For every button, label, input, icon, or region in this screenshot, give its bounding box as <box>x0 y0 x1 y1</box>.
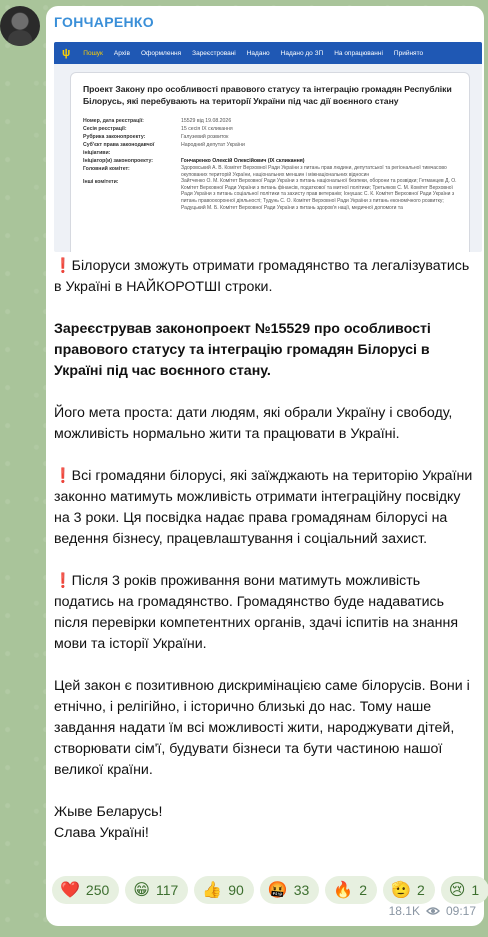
trident-icon: ψ <box>62 47 71 59</box>
reaction-count: 117 <box>155 882 179 898</box>
grin-icon: 😁 <box>133 882 150 899</box>
bill-field <box>83 141 457 157</box>
field-value: Галузевий розвиток <box>181 134 229 140</box>
field-key: Інші комітети: <box>83 179 119 186</box>
doc-nav-bar <box>54 42 482 64</box>
paragraph-text: Його мета проста: дати людям, які обрали Україну і свободу, можливість нормально жити та працювати в Україні. <box>54 405 453 442</box>
thumbs-up-icon: 👍 <box>202 882 223 899</box>
reaction-fire[interactable] <box>325 876 377 904</box>
field-value: Зайтченко О. М. Комітет Верховної Ради України з питань національної безпеки, оборони та розвідки; Гетманцев Д. О. Комітет Верховної Ради України з питань фінансів, податкової та митної політики; Третьяков С. М. Комітет Верховної Ради України з питань соціальної політики та захисту прав ветеранів; Іонушас С. К. Комітет Верховної Ради України з питань правоохоронної діяльності; Тудунь С. О. Комітет Верховної Ради України з питань економічного розвитку; Радуцький М. Б. Комітет Верховної Ради України з питань здоров'я нації, медичної допомоги та <box>181 178 457 211</box>
paragraph-text: Цей закон є позитивною дискримінацією саме білорусів. Вони і етнічно, і релігійно, і історично близькі до нас. Тому наше завдання надати їм всі можливості жити, народжувати дітей, створювати сім'ї, будувати бізнеси та бути частиною нашої великої країни. <box>54 678 470 778</box>
salute-icon: 🫡 <box>391 882 411 899</box>
bill-field <box>83 165 457 178</box>
message-paragraph <box>54 256 478 298</box>
bill-field <box>83 125 457 133</box>
reaction-heart[interactable] <box>52 876 119 904</box>
doc-nav-item: Надано до ЗП <box>280 49 324 57</box>
heart-icon: ❤️ <box>60 882 80 899</box>
reaction-count: 2 <box>359 882 368 898</box>
reaction-salute[interactable] <box>383 876 435 904</box>
message-time: 09:17 <box>445 904 476 918</box>
bill-title: Проект Закону про особливості правового статусу та інтеграцію громадян Республіки Білорусь, які перебувають на території України під час дії воєнного стану <box>83 84 452 106</box>
reaction-sad[interactable] <box>441 876 488 904</box>
reactions-bar <box>52 876 488 904</box>
field-key: Суб'єкт права законодавчої ініціативи: <box>83 142 155 156</box>
exclamation-icon: ❗ <box>54 258 72 274</box>
doc-nav-item: Оформлення <box>140 49 182 57</box>
paragraph-text: Після 3 років проживання вони матимуть можливість податись на громадянство. Громадянство буде надаватись після перевірки компетентних органів, здачі іспитів на знання мови та історії України. <box>54 573 459 652</box>
reaction-count: 33 <box>293 882 310 898</box>
reaction-count: 250 <box>85 882 110 898</box>
view-count: 18.1K <box>388 904 420 918</box>
message-paragraph <box>54 571 478 655</box>
field-key: Рубрика законопроекту: <box>83 134 146 140</box>
exclamation-icon: ❗ <box>54 573 72 589</box>
channel-name[interactable]: ГОНЧАРЕНКО <box>54 14 154 30</box>
message-paragraph <box>54 466 478 550</box>
sad-face-icon: 😢 <box>448 882 466 899</box>
message-bubble <box>46 6 484 926</box>
doc-nav-item: Надано <box>246 49 270 57</box>
paragraph-text: Всі громадяни білорусі, які заїжджають на територію України законно матимуть можливість отримати інтеграційну посвідку на 3 роки. Ця посвідка надає права громадянам білорусі на ведення бізнесу, працевлаштування і соціальний захист. <box>54 468 473 547</box>
field-value: 15 сесія IX скликання <box>181 126 233 132</box>
field-key: Ініціатор(и) законопроекту: <box>83 158 153 164</box>
paragraph-text: Зареєстрував законопроект №15529 про особливості правового статусу та інтеграцію громадян Білорусі в Україні під час воєнного стану. <box>54 321 431 379</box>
bill-field <box>83 178 457 211</box>
reaction-count: 1 <box>471 882 480 898</box>
bill-field <box>83 157 457 165</box>
field-value: Гончаренко Олексій Олексійович (IX скликання) <box>181 158 305 164</box>
message-text <box>54 256 478 844</box>
closing-line: Слава Україні! <box>54 825 149 841</box>
doc-nav-item: Пошук <box>83 49 103 57</box>
message-paragraph <box>54 676 478 781</box>
doc-nav-item: Прийнято <box>393 49 424 57</box>
reaction-grin[interactable] <box>125 876 188 904</box>
message-meta <box>389 904 476 918</box>
doc-nav-item: Зареєстровані <box>192 49 236 57</box>
attached-screenshot[interactable] <box>54 42 482 252</box>
doc-nav-item: Архів <box>113 49 130 57</box>
bill-field <box>83 133 457 141</box>
bill-card <box>70 72 470 252</box>
field-key: Головний комітет: <box>83 166 130 172</box>
paragraph-text: Білоруси зможуть отримати громадянство та легалізуватись в Україні в НАЙКОРОТШІ строки. <box>54 258 470 295</box>
closing-line: Жыве Беларусь! <box>54 804 163 820</box>
channel-avatar[interactable] <box>0 6 40 46</box>
field-value: 15529 від 19.08.2026 <box>181 118 232 124</box>
reaction-angry[interactable] <box>260 876 320 904</box>
angry-face-icon: 🤬 <box>267 882 288 899</box>
message-paragraph <box>54 319 478 382</box>
reaction-count: 2 <box>416 882 425 898</box>
bill-field <box>83 117 457 125</box>
field-key: Номер, дата реєстрації: <box>83 118 144 124</box>
field-value: Народний депутат України <box>181 142 245 148</box>
eye-icon <box>426 904 440 918</box>
reaction-thumbs-up[interactable] <box>194 876 254 904</box>
field-key: Сесія реєстрації: <box>83 126 127 132</box>
exclamation-icon: ❗ <box>54 468 72 484</box>
message-paragraph <box>54 403 478 445</box>
fire-icon: 🔥 <box>333 882 354 899</box>
reaction-count: 90 <box>228 882 244 898</box>
field-value: Здоровський А. В. Комітет Верховної Ради України з питань прав людини, депутатської та регіональної тимчасово окупованих територій України, національних меншин і міжнаціональних відносин <box>181 165 447 178</box>
doc-nav-item: На опрацюванні <box>334 49 383 57</box>
